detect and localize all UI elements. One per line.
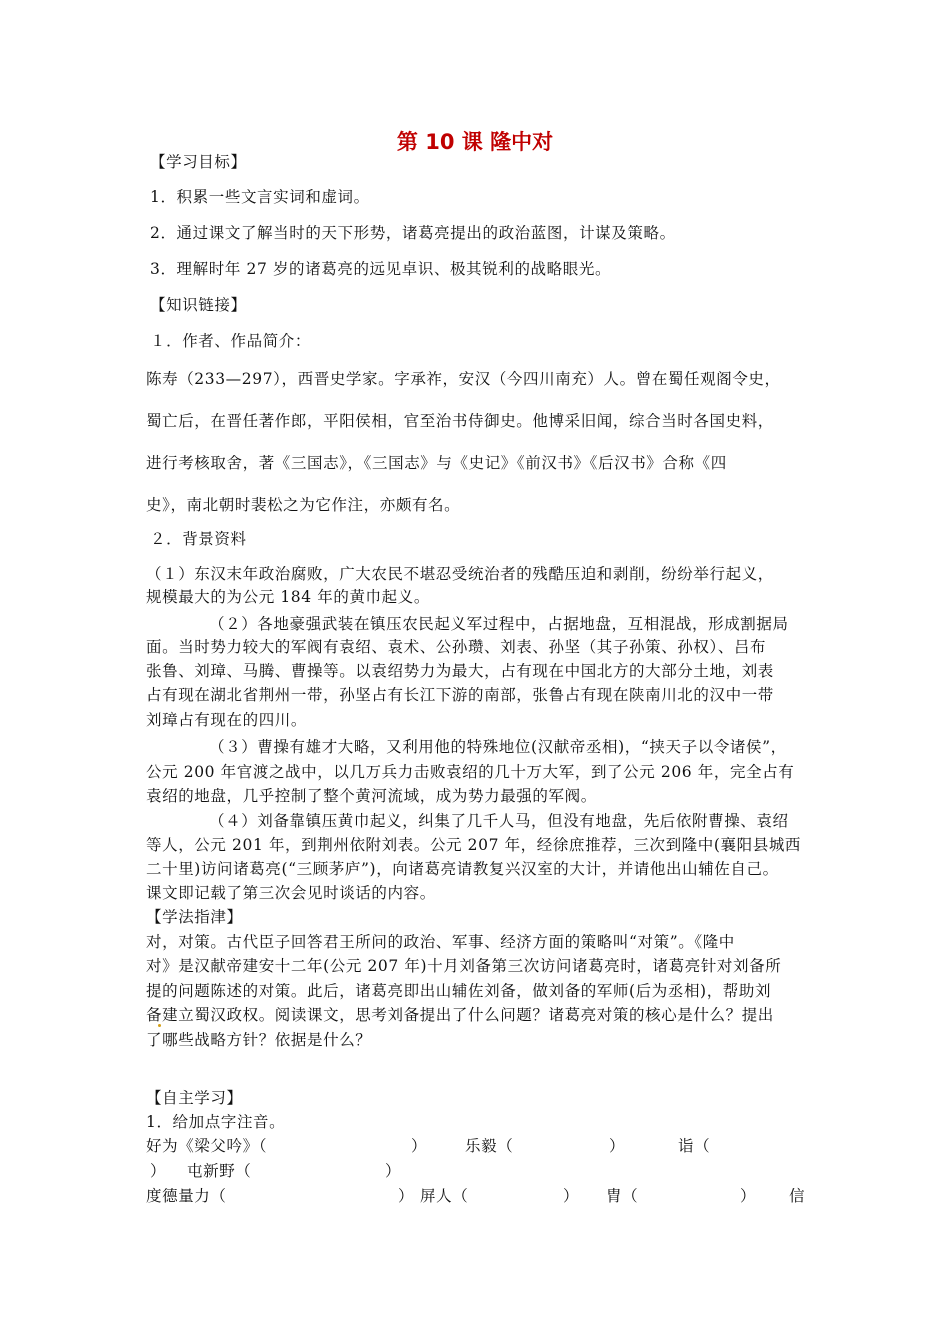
author-text-line: 陈寿（233—297），西晋史学家。字承祚，安汉（今四川南充）人。曾在蜀任观阁令史， — [146, 370, 781, 388]
background-line: 公元 200 年官渡之战中，以几万兵力击败袁绍的几十万大军，到了公元 206 年，完全占有 — [146, 763, 795, 781]
knowledge-heading: 【知识链接】 — [150, 296, 247, 314]
background-label: ２．背景资料 — [150, 530, 247, 548]
author-text-line: 进行考核取舍，著《三国志》，《三国志》与《史记》《前汉书》《后汉书》合称《四 — [146, 454, 727, 472]
pinyin-prompt: 诣（ — [678, 1137, 711, 1155]
self-study-task: 1．给加点字注音。 — [146, 1113, 286, 1131]
objectives-heading: 【学习目标】 — [150, 153, 247, 171]
method-line: 备建立蜀汉政权。阅读课文，思考刘备提出了什么问题？诸葛亮对策的核心是什么？提出 — [146, 1006, 774, 1024]
objective-item-3: 3．理解时年 27 岁的诸葛亮的远见卓识、极其锐利的战略眼光。 — [150, 260, 612, 278]
background-line: （２）各地豪强武装在镇压农民起义军过程中，占据地盘，互相混战，形成割据局 — [209, 615, 789, 633]
background-line: 面。当时势力较大的军阀有袁绍、袁术、公孙瓒、刘表、孙坚（其子孙策、孙权）、吕布 — [146, 638, 767, 656]
pinyin-prompt: 乐毅（ — [465, 1137, 514, 1155]
method-line: 提的问题陈述的对策。此后，诸葛亮即出山辅佐刘备，做刘备的军师(后为丞相)，帮助刘 — [146, 982, 772, 1000]
background-line: 刘璋占有现在的四川。 — [146, 711, 308, 729]
pinyin-blank-close[interactable]: ） — [385, 1162, 402, 1180]
method-line: 了哪些战略方针？依据是什么？ — [146, 1031, 372, 1049]
objective-item-2: 2．通过课文了解当时的天下形势，诸葛亮提出的政治蓝图，计谋及策略。 — [150, 224, 676, 242]
pinyin-blank-close[interactable]: ） — [609, 1137, 626, 1155]
method-line: 对》是汉献帝建安十二年(公元 207 年)十月刘备第三次访问诸葛亮时，诸葛亮针对刘备所 — [146, 957, 782, 975]
author-text-line: 蜀亡后，在晋任著作郎，平阳侯相，官至治书侍御史。他博采旧闻，综合当时各国史料， — [146, 412, 774, 430]
pinyin-prompt: 屯新野（ — [187, 1162, 252, 1180]
pinyin-blank-close[interactable]: ） — [150, 1162, 167, 1180]
background-line: 课文即记载了第三次会见时谈话的内容。 — [146, 884, 436, 902]
background-line: （４）刘备靠镇压黄巾起义，纠集了几千人马，但没有地盘，先后依附曹操、袁绍 — [209, 812, 789, 830]
emphasis-dot — [158, 1024, 161, 1027]
method-heading: 【学法指津】 — [146, 908, 243, 926]
pinyin-prompt: 好为《梁父吟》（ — [146, 1137, 268, 1155]
background-line: 占有现在湖北省荆州一带，孙坚占有长江下游的南部，张鲁占有现在陕南川北的汉中一带 — [146, 686, 774, 704]
background-line: 规模最大的为公元 184 年的黄巾起义。 — [146, 588, 430, 606]
pinyin-prompt: 度德量力（ — [146, 1187, 227, 1205]
background-line: 等人，公元 201 年，到荆州依附刘表。公元 207 年，经徐庶推荐，三次到隆中(襄阳县城西 — [146, 836, 802, 854]
pinyin-prompt: 信 — [789, 1187, 806, 1205]
page-title: 第 10 课 隆中对 — [396, 130, 554, 154]
pinyin-blank-close[interactable]: ） — [411, 1137, 428, 1155]
pinyin-blank-close[interactable]: ） — [563, 1187, 580, 1205]
background-line: （１）东汉末年政治腐败，广大农民不堪忍受统治者的残酷压迫和剥削，纷纷举行起义， — [146, 565, 774, 583]
method-line: 对，对策。古代臣子回答君王所问的政治、军事、经济方面的策略叫“对策”。《隆中 — [146, 933, 735, 951]
pinyin-prompt: 胄（ — [606, 1187, 639, 1205]
pinyin-prompt: 屏人（ — [420, 1187, 469, 1205]
background-line: 袁绍的地盘，几乎控制了整个黄河流域，成为势力最强的军阀。 — [146, 787, 597, 805]
objective-item-1: 1．积累一些文言实词和虚词。 — [150, 188, 370, 206]
pinyin-blank-close[interactable]: ） — [740, 1187, 757, 1205]
background-line: 张鲁、刘璋、马腾、曹操等。以袁绍势力为最大，占有现在中国北方的大部分土地，刘表 — [146, 662, 774, 680]
author-text-line: 史》，南北朝时裴松之为它作注，亦颇有名。 — [146, 496, 461, 514]
pinyin-blank-close[interactable]: ） — [398, 1187, 415, 1205]
background-line: （３）曹操有雄才大略，又利用他的特殊地位(汉献帝丞相)，“挟天子以令诸侯”， — [209, 738, 787, 756]
author-intro-label: １．作者、作品简介： — [150, 332, 312, 350]
background-line: 二十里)访问诸葛亮(“三顾茅庐”)，向诸葛亮请教复兴汉室的大计，并请他出山辅佐自己。 — [146, 860, 779, 878]
self-study-heading: 【自主学习】 — [146, 1089, 243, 1107]
